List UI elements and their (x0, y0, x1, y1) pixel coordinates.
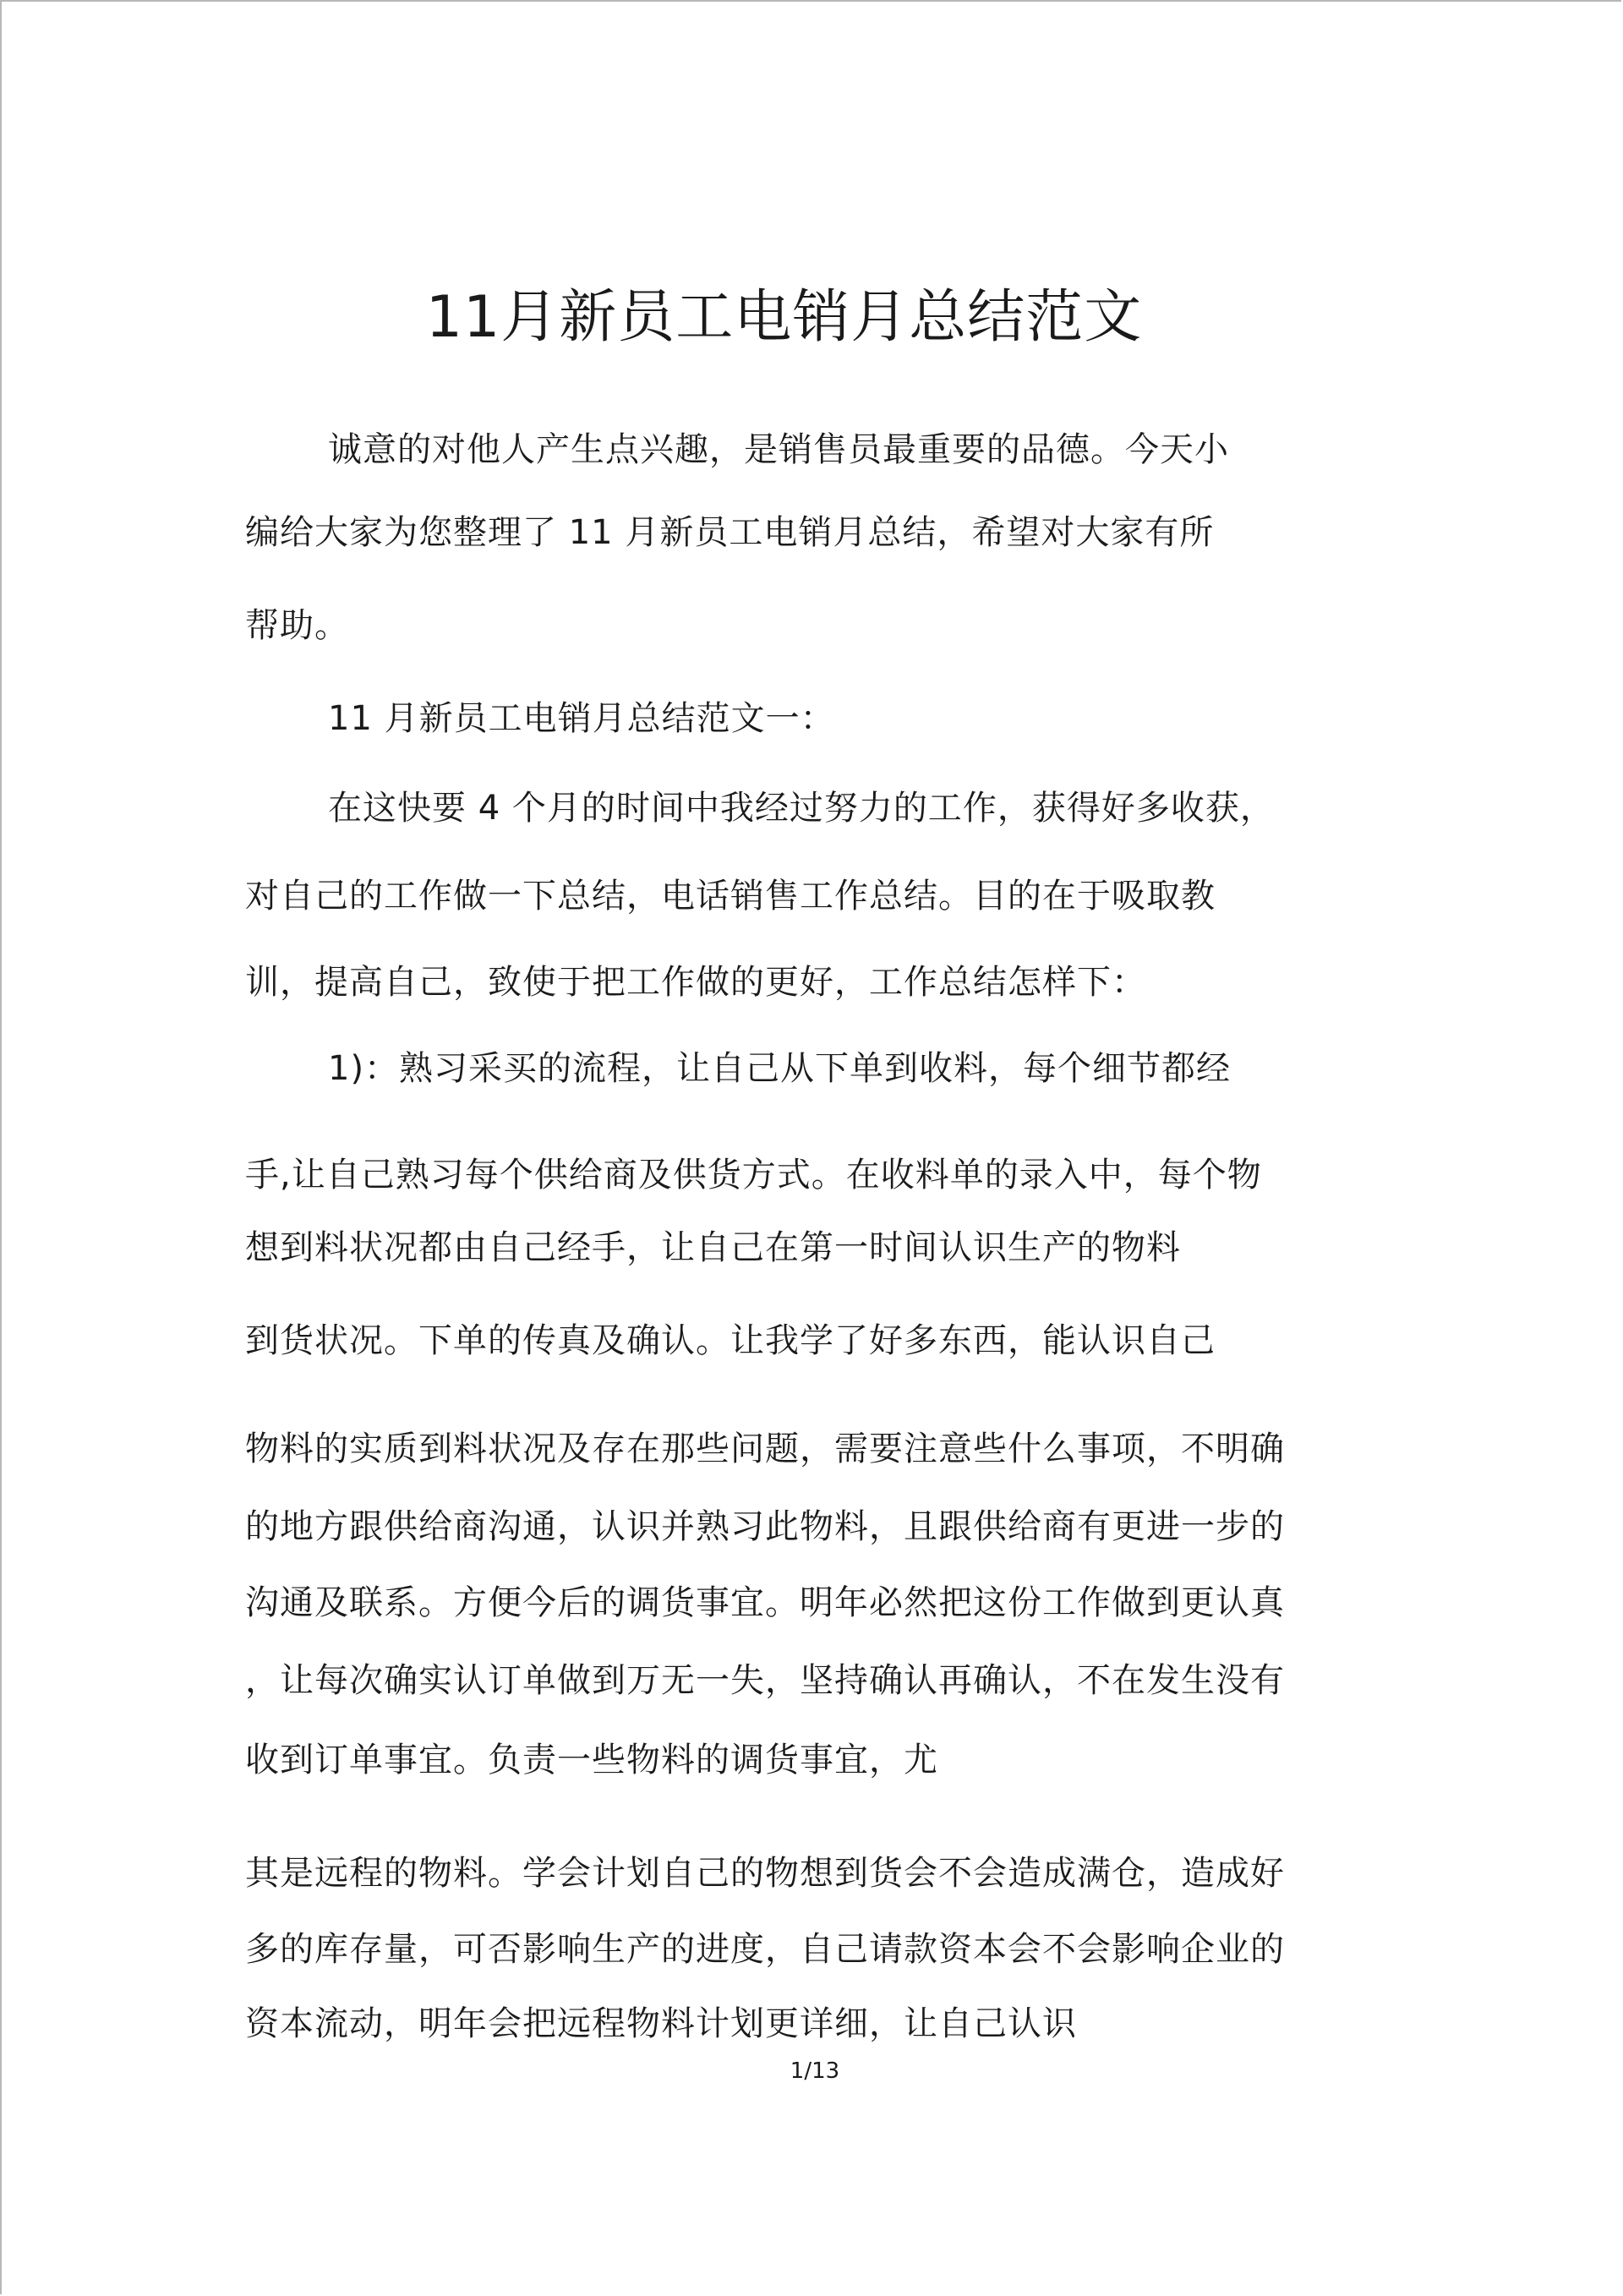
document-title: 11月新员工电销月总结范文 (425, 283, 1143, 351)
text-line: 1)：熟习采买的流程，让自己从下单到收料，每个细节都经 (328, 1049, 1232, 1088)
text-line: ，让每次确实认订单做到万无一失，坚持确认再确认，不在发生没有 (245, 1661, 1285, 1700)
text-line: 物料的实质到料状况及存在那些问题，需要注意些什么事项，不明确 (245, 1430, 1285, 1468)
page-number: 1/13 (790, 2058, 840, 2084)
text-line: 帮助。 (245, 606, 349, 645)
text-line: 收到订单事宜。负责一些物料的调货事宜，尤 (245, 1741, 938, 1779)
text-line: 的地方跟供给商沟通，认识并熟习此物料，且跟供给商有更进一步的 (245, 1507, 1285, 1546)
text-line: 其是远程的物料。学会计划自己的物想到货会不会造成满仓，造成好 (245, 1854, 1285, 1893)
text-line: 诚意的对他人产生点兴趣，是销售员最重要的品德。今天小 (328, 430, 1229, 469)
text-line: 多的库存量，可否影响生产的进度，自己请款资本会不会影响企业的 (245, 1930, 1285, 1969)
text-line: 资本流动，明年会把远程物料计划更详细，让自己认识 (245, 2004, 1077, 2043)
text-line: 沟通及联系。方便今后的调货事宜。明年必然把这份工作做到更认真 (245, 1583, 1285, 1622)
text-line: 手,让自己熟习每个供给商及供货方式。在收料单的录入中，每个物 (245, 1156, 1262, 1194)
section-heading: 11 月新员工电销月总结范文一： (328, 699, 835, 738)
text-line: 对自己的工作做一下总结，电话销售工作总结。目的在于吸取教 (245, 877, 1216, 916)
text-line: 到货状况。下单的传真及确认。让我学了好多东西，能认识自己 (245, 1321, 1216, 1360)
text-line: 编给大家为您整理了 11 月新员工电销月总结，希望对大家有所 (245, 513, 1215, 552)
text-line: 在这快要 4 个月的时间中我经过努力的工作，获得好多收获， (328, 789, 1275, 828)
text-line: 训，提高自己，致使于把工作做的更好，工作总结怎样下： (245, 963, 1146, 1002)
text-line: 想到料状况都由自己经手，让自己在第一时间认识生产的物料 (245, 1228, 1181, 1267)
